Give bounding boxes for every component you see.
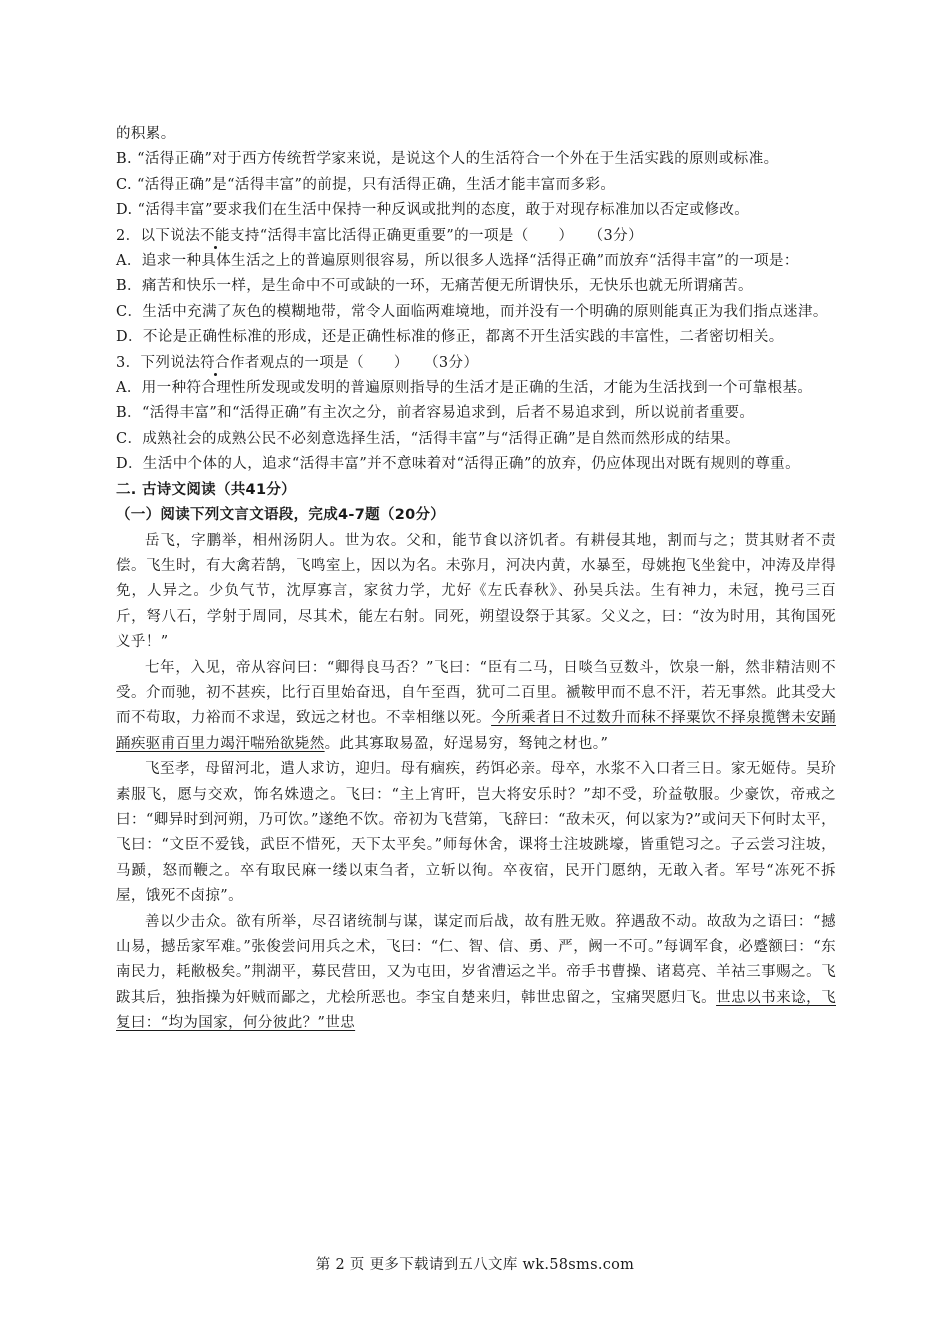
page-footer: 第 2 页 更多下载请到五八文库 wk.58sms.com (315, 1257, 635, 1273)
option-b-q2: B．痛苦和快乐一样，是生命中不可或缺的一环，无痛苦便无所谓快乐，无快乐也就无所谓痛苦。 (116, 278, 753, 295)
passage-paragraph-4: 善以少击众。欲有所举，尽召诸统制与谋，谋定而后战，故有胜无败。猝遇敌不动。故敌为之语曰：“撼山易，撼岳家军难。”张俊尝问用兵之术，飞曰：“仁、智、信、勇、严，阙一不可。”每调军食，必蹙额曰：“东南民力，耗敝极矣。”荆湖平，募民营田，又为屯田，岁省漕运之半。帝手书曹操、诸葛亮、羊祜三事赐之。飞跋其后，独指操为奸贼而鄙之，尤桧所恶也。李宝自楚来归，韩世忠留之，宝痛哭愿归飞。世忠以书来谂，飞复曰：“均为国家，何分彼此？”世忠 (116, 913, 836, 1032)
passage-paragraph-3: 飞至孝，母留河北，遣人求访，迎归。母有痼疾，药饵必亲。母卒，水浆不入口者三日。家无姬侍。吴玠素服飞，愿与交欢，饰名姝遗之。飞曰：“主上宵旰，岂大将安乐时？”却不受，玠益敬服。少豪饮，帝戒之曰：“卿异时到河朔，乃可饮。”遂绝不饮。帝初为飞营第，飞辞曰：“敌未灭，何以家为?”或问天下何时太平，飞曰：“文臣不爱钱，武臣不惜死，天下太平矣。”师每休舍，课将士注坡跳壕，皆重铠习之。子云尝习注坡，马踬，怒而鞭之。卒有取民麻一缕以束刍者，立斩以徇。卒夜宿，民开门愿纳，无敢入者。军号“冻死不拆屋，饿死不卤掠”。 (116, 761, 836, 905)
underlined-sentence: 今所乘者日不过数升而秣不择粟饮不择泉揽辔未安踊踊疾驱甫百里力竭汗喘殆欲毙然 (116, 710, 837, 752)
option-d-q3: D．生活中个体的人，追求“活得丰富”并不意味着对“活得正确”的放弃，仍应体现出对既有规则的尊重。 (116, 456, 800, 473)
passage-paragraph-2: 七年，入见，帝从容问曰：“卿得良马否？”飞曰：“臣有二马，日啖刍豆数斗，饮泉一斛，然非精洁则不受。介而驰，初不甚疾，比行百里始奋迅，自午至酉，犹可二百里。褫鞍甲而不息不汗，若无事然。此其受大而不苟取，力裕而不求逞，致远之材也。不幸相继以死。今所乘者日不过数升而秣不择粟饮不择泉揽辔未安踊踊疾驱甫百里力竭汗喘殆欲毙然。此其寡取易盈，好逞易穷，驽钝之材也。” (116, 659, 837, 752)
underlined-sentence: 世忠以书来谂，飞复曰：“均为国家，何分彼此？”世忠 (116, 989, 836, 1032)
text-line: 的积累。 (116, 126, 176, 142)
passage-paragraph-1: 岳飞，字鹏举，相州汤阴人。世为农。父和，能节食以济饥者。有耕侵其地，割而与之；贳其财者不责偿。飞生时，有大禽若鹄，飞鸣室上，因以为名。未弥月，河决内黄，水暴至，母姚抱飞坐瓮中，冲涛及岸得免，人异之。少负气节，沈厚寡言，家贫力学，尤好《左氏春秋》、孙吴兵法。生有神力，未冠，挽弓三百斤，弩八石，学射于周同，尽其术，能左右射。同死，朔望设祭于其冢。父义之，曰：“汝为时用，其徇国死义乎！” (116, 532, 836, 651)
option-a-q2: A．追求一种具体生活之上的普遍原则很容易，所以很多人选择“活得正确”而放弃“活得丰富”的一项是： (116, 253, 799, 270)
option-d-q1: D. “活得丰富”要求我们在生活中保持一种反讽或批判的态度，敢于对现存标准加以否定或修改。 (116, 202, 750, 219)
emphasis-dotted: 符合 (200, 354, 230, 371)
question-3-stem: 3．下列说法符合作者观点的一项是（ ） （3分） (116, 354, 479, 371)
emphasis-dotted: 不能 (200, 227, 230, 244)
option-c-q3: C．成熟社会的成熟公民不必刻意选择生活，“活得丰富”与“活得正确”是自然而然形成的结果。 (116, 430, 740, 447)
option-d-q2: D．不论是正确性标准的形成，还是正确性标准的修正，都离不开生活实践的丰富性，二者密切相关。 (116, 329, 784, 346)
section-title: 二. 古诗文阅读（共41分） (116, 481, 296, 498)
option-c-q1: C. “活得正确”是“活得丰富”的前提，只有活得正确，生活才能丰富而多彩。 (116, 176, 616, 193)
option-b-q3: B．“活得丰富”和“活得正确”有主次之分，前者容易追求到，后者不易追求到，所以说前者重要。 (116, 405, 755, 422)
option-b-q1: B. “活得正确”对于西方传统哲学家来说，是说这个人的生活符合一个外在于生活实践的原则或标准。 (116, 151, 779, 168)
option-c-q2: C．生活中充满了灰色的模糊地带，常令人面临两难境地，而并没有一个明确的原则能真正为我们指点迷津。 (116, 303, 828, 320)
page-content (116, 122, 836, 1037)
subsection-title: （一）阅读下列文言文语段，完成4-7题（20分） (116, 507, 446, 524)
option-a-q3: A．用一种符合理性所发现或发明的普遍原则指导的生活才是正确的生活，才能为生活找到一个可靠根基。 (116, 380, 813, 397)
question-2-stem: 2．以下说法不能支持“活得丰富比活得正确更重要”的一项是（ ） （3分） (116, 227, 643, 244)
